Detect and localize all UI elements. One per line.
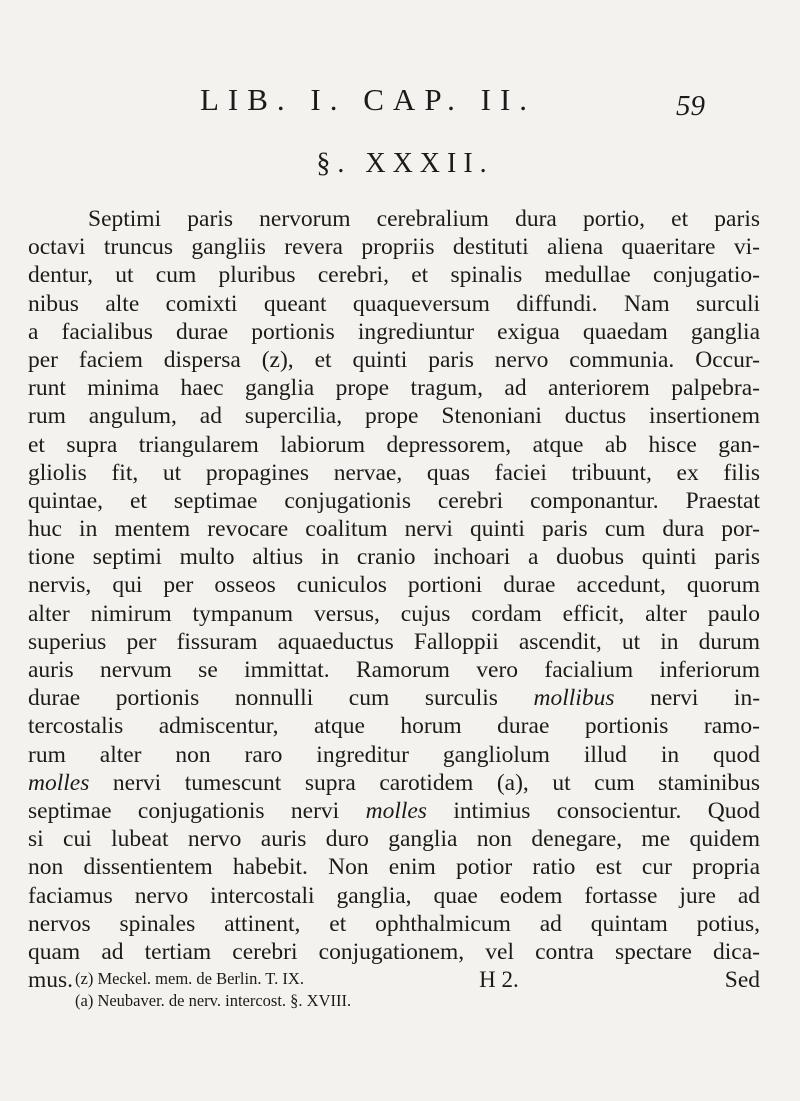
italic-word: molles	[28, 769, 90, 796]
text-line: a facialibus durae portionis ingrediuntur exigua quaedam ganglia	[28, 318, 760, 345]
text-line	[28, 769, 760, 797]
text-line: auris nervum se immittat. Ramorum vero facialium inferiorum	[28, 657, 760, 683]
section-title: §. XXXII.	[316, 148, 494, 179]
text-segment: durae portionis nonnulli cum surculis	[28, 685, 498, 712]
text-line: runt minima haec ganglia prope tragum, ad anteriorem palpebra-	[28, 375, 760, 402]
text-segment: intimius consocientur. Quod	[453, 797, 761, 824]
text-line: alter nimirum tympanum versus, cujus cordam efficit, alter paulo	[28, 600, 760, 627]
text-line: non dissentientem habebit. Non enim potior ratio est cur propria	[28, 854, 760, 881]
text-line	[28, 797, 760, 825]
text-line: superius per fissuram aquaeductus Falloppii ascendit, ut in durum	[28, 628, 760, 655]
italic-word: mollibus	[533, 685, 615, 712]
italic-word: molles	[365, 797, 427, 824]
running-head: LIB. I. CAP. II.	[200, 82, 537, 117]
text-segment: septimae conjugationis nervi	[28, 797, 340, 824]
footnotes	[75, 968, 575, 1012]
text-line: per faciem dispersa (z), et quinti paris nervo communia. Occur-	[28, 346, 760, 373]
text-line: et supra triangularem labiorum depressorem, atque ab hisce gan-	[28, 431, 760, 458]
text-line: gliolis fit, ut propagines nervae, quas faciei tribuunt, ex filis	[28, 459, 760, 486]
text-line: tione septimi multo altius in cranio inchoari a duobus quinti paris	[28, 544, 760, 571]
text-segment: mus.	[28, 967, 74, 994]
text-line: nervis, qui per osseos cuniculos portioni durae accedunt, quorum	[28, 572, 760, 599]
text-line: rum alter non raro ingreditur gangliolum illud in quod	[28, 741, 760, 768]
footnote-z: (z) Meckel. mem. de Berlin. T. IX.	[75, 969, 304, 988]
signature-mark: H 2.	[479, 967, 519, 993]
text-line: tercostalis admiscentur, atque horum durae portionis ramo-	[28, 713, 760, 740]
page-number: 59	[676, 90, 705, 122]
text-segment: nervi tumescunt supra carotidem (a), ut cum staminibus	[112, 769, 760, 796]
text-line: nibus alte comixti queant quaqueversum diffundi. Nam surculi	[28, 290, 760, 317]
text-line: rum angulum, ad supercilia, prope Stenoniani ductus insertionem	[28, 403, 760, 430]
body-text	[28, 205, 760, 994]
text-line: Septimi paris nervorum cerebralium dura portio, et paris	[88, 206, 760, 232]
text-line: octavi truncus gangliis revera propriis destituti aliena quaeritare vi-	[28, 234, 760, 261]
text-line: faciamus nervo intercostali ganglia, quae eodem fortasse jure ad	[28, 882, 760, 909]
footnote-a: (a) Neubaver. de nerv. intercost. §. XVIII.	[75, 991, 352, 1010]
text-line: quam ad tertiam cerebri conjugationem, vel contra spectare dica-	[28, 938, 760, 965]
text-line: nervos spinales attinent, et ophthalmicum ad quintam potius,	[28, 910, 760, 937]
text-line: si cui lubeat nervo auris duro ganglia non denegare, me quidem	[28, 826, 760, 853]
catchword: Sed	[724, 967, 760, 994]
text-line: huc in mentem revocare coalitum nervi quinti paris cum dura por-	[28, 516, 760, 543]
text-segment: nervi in-	[650, 685, 761, 712]
text-line: dentur, ut cum pluribus cerebri, et spinalis medullae conjugatio-	[28, 262, 760, 289]
text-line	[28, 684, 760, 712]
text-line: quintae, et septimae conjugationis cerebri componantur. Praestat	[28, 487, 760, 514]
